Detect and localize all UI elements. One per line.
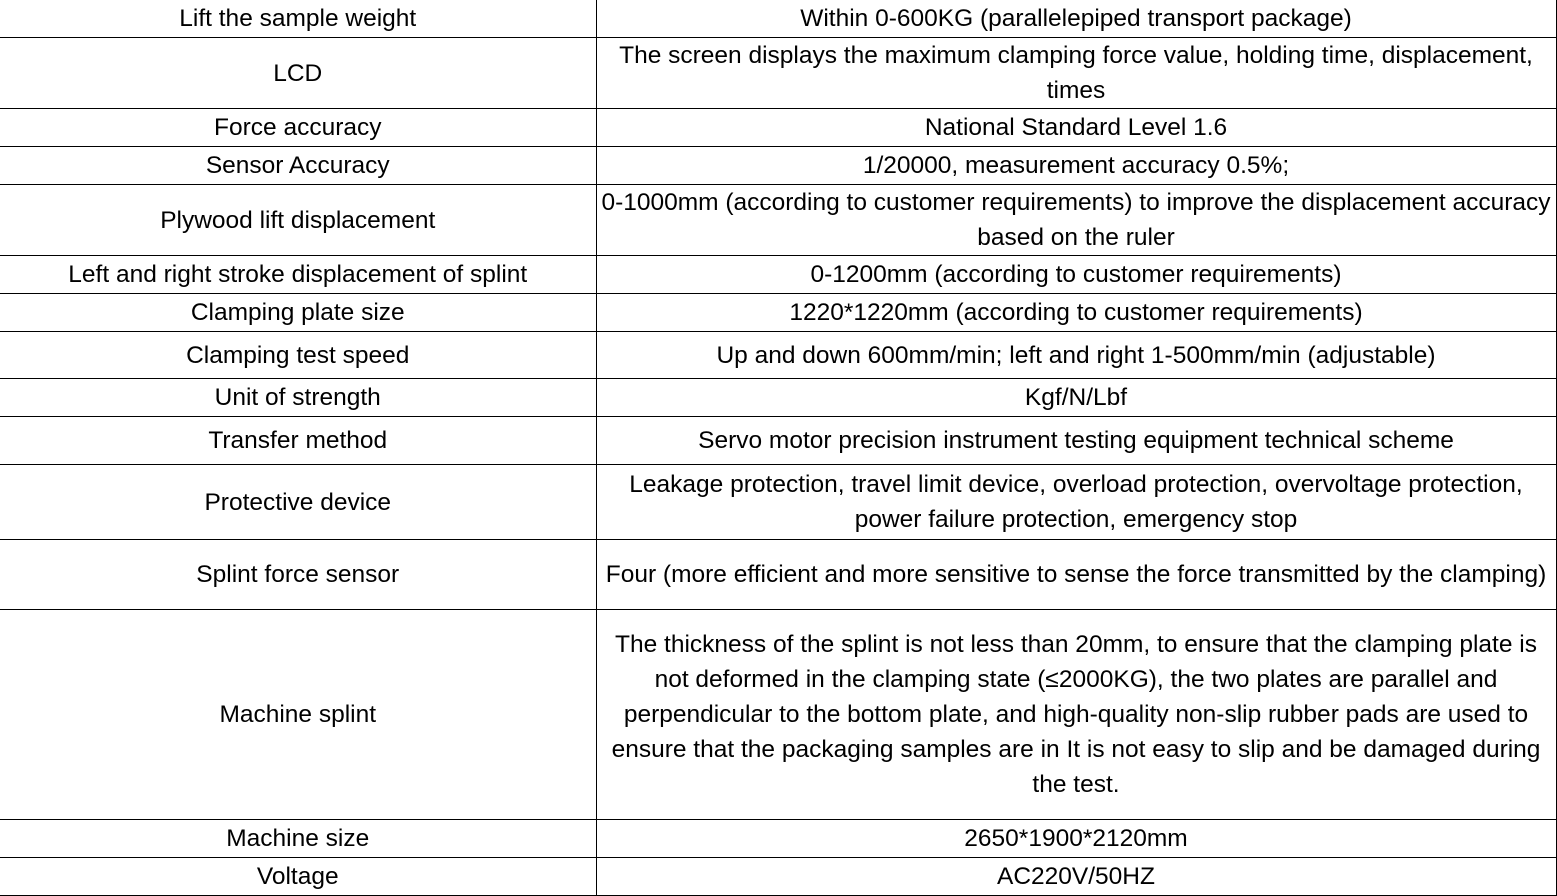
- spec-label: Unit of strength: [0, 379, 596, 417]
- spec-value: The thickness of the splint is not less than 20mm, to ensure that the clamping plate is not deformed in the clamping state (≤2000KG), the two plates are parallel and perpendicular to the bottom plate, and high-quality non-slip rubber pads are used to ensure that the packaging samples are in It is not easy to slip and be damaged during the test.: [596, 610, 1556, 820]
- spec-label: Clamping plate size: [0, 294, 596, 332]
- spec-value: Up and down 600mm/min; left and right 1-500mm/min (adjustable): [596, 332, 1556, 379]
- table-row: [0, 465, 1556, 540]
- spec-value: Four (more efficient and more sensitive to sense the force transmitted by the clamping): [596, 540, 1556, 610]
- spec-label: Plywood lift displacement: [0, 185, 596, 256]
- table-row: [0, 294, 1556, 332]
- spec-label: Machine splint: [0, 610, 596, 820]
- spec-value: 0-1200mm (according to customer requirements): [596, 256, 1556, 294]
- table-row: [0, 858, 1556, 896]
- spec-label: Protective device: [0, 465, 596, 540]
- spec-value: Within 0-600KG (parallelepiped transport package): [596, 0, 1556, 38]
- spec-label: Force accuracy: [0, 109, 596, 147]
- spec-value: 1220*1220mm (according to customer requirements): [596, 294, 1556, 332]
- spec-value: National Standard Level 1.6: [596, 109, 1556, 147]
- spec-label: Splint force sensor: [0, 540, 596, 610]
- spec-value: 0-1000mm (according to customer requirements) to improve the displacement accuracy based on the ruler: [596, 185, 1556, 256]
- spec-label: Left and right stroke displacement of splint: [0, 256, 596, 294]
- table-row: [0, 332, 1556, 379]
- table-row: [0, 185, 1556, 256]
- spec-label: Lift the sample weight: [0, 0, 596, 38]
- table-row: [0, 610, 1556, 820]
- spec-value: AC220V/50HZ: [596, 858, 1556, 896]
- spec-value: The screen displays the maximum clamping force value, holding time, displacement, times: [596, 38, 1556, 109]
- spec-label: Sensor Accuracy: [0, 147, 596, 185]
- table-row: [0, 147, 1556, 185]
- spec-label: LCD: [0, 38, 596, 109]
- table-row: [0, 379, 1556, 417]
- spec-value: 2650*1900*2120mm: [596, 820, 1556, 858]
- spec-value: Kgf/N/Lbf: [596, 379, 1556, 417]
- spec-label: Clamping test speed: [0, 332, 596, 379]
- table-row: [0, 0, 1556, 38]
- spec-value: 1/20000, measurement accuracy 0.5%;: [596, 147, 1556, 185]
- table-row: [0, 820, 1556, 858]
- table-row: [0, 38, 1556, 109]
- table-row: [0, 540, 1556, 610]
- table-row: [0, 417, 1556, 465]
- spec-value: Leakage protection, travel limit device, overload protection, overvoltage protection, power failure protection, emergency stop: [596, 465, 1556, 540]
- spec-label: Machine size: [0, 820, 596, 858]
- spec-label: Voltage: [0, 858, 596, 896]
- spec-value: Servo motor precision instrument testing equipment technical scheme: [596, 417, 1556, 465]
- table-row: [0, 109, 1556, 147]
- spec-label: Transfer method: [0, 417, 596, 465]
- table-row: [0, 256, 1556, 294]
